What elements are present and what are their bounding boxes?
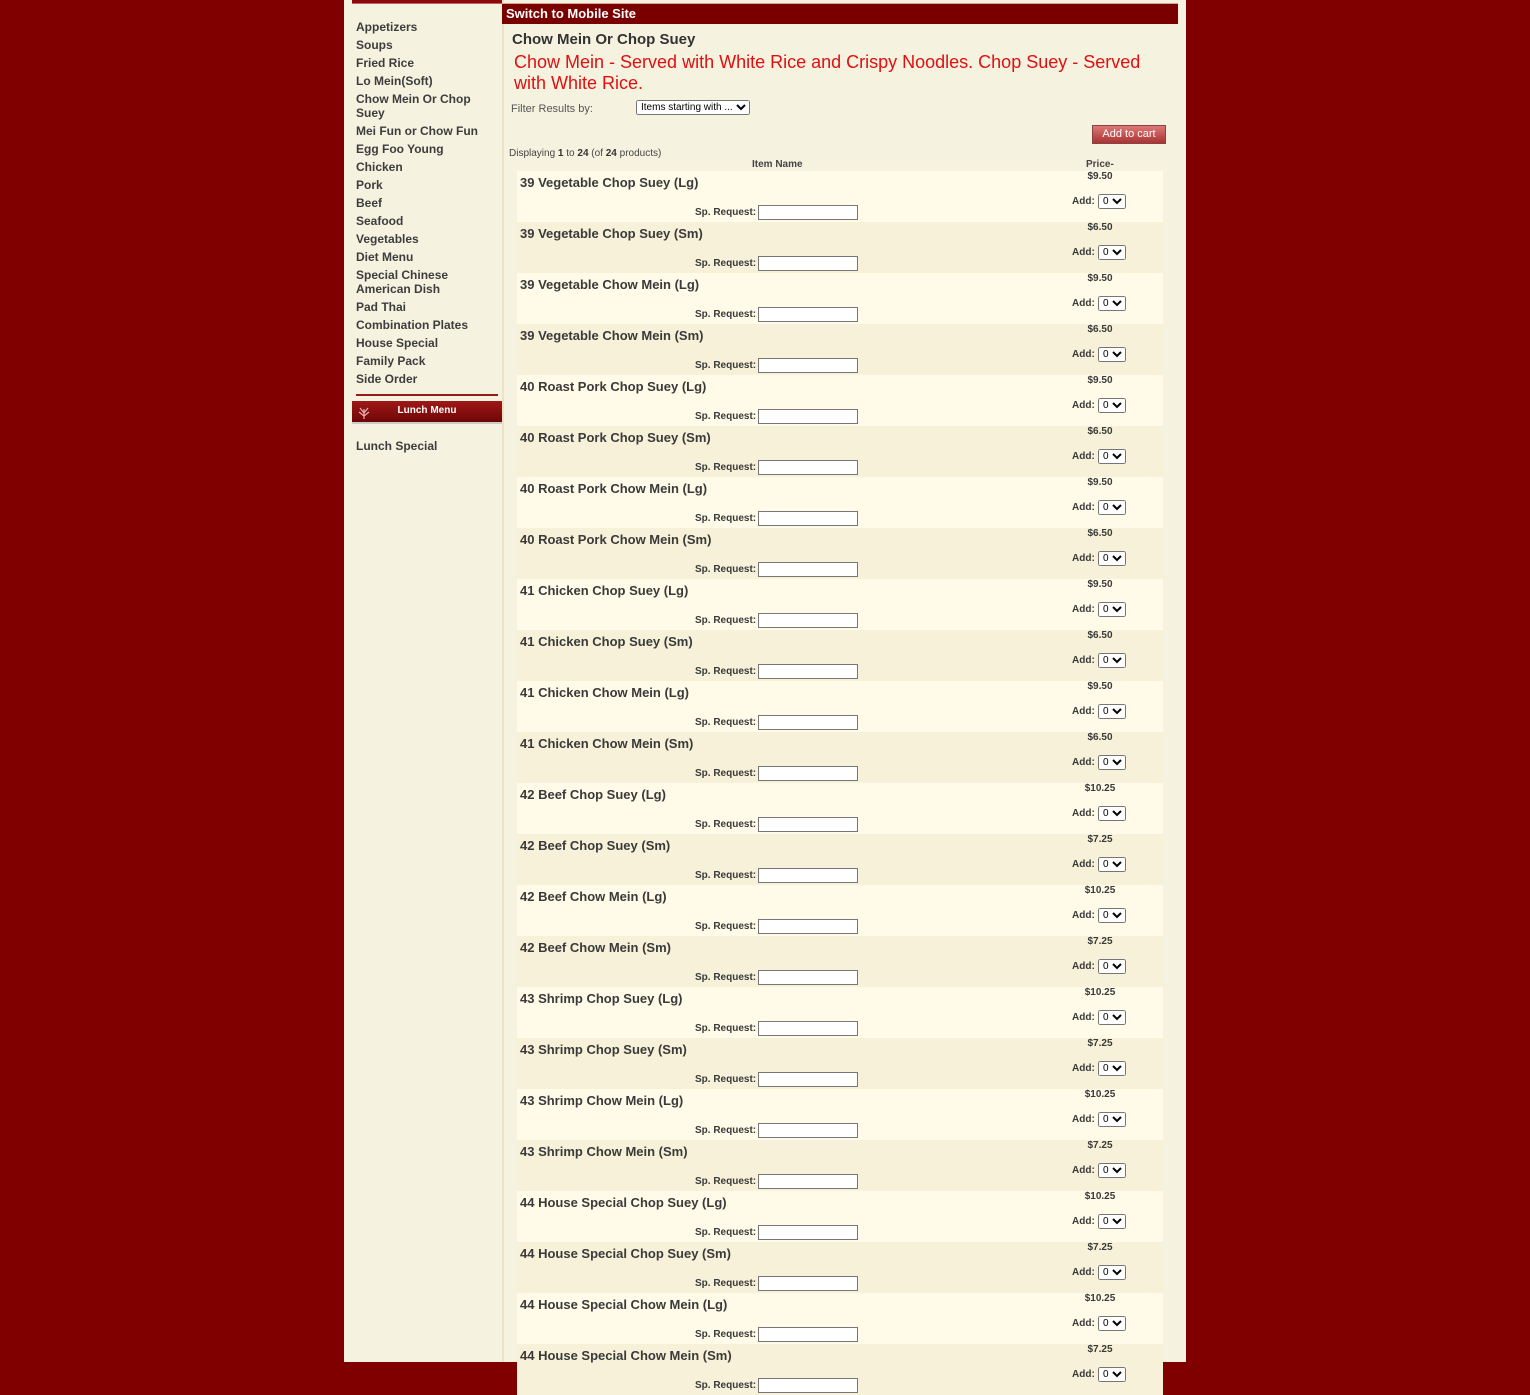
product-row (517, 987, 1163, 1038)
product-row (517, 783, 1163, 834)
product-price: $7.25 (1087, 1344, 1113, 1355)
product-price: $9.50 (1087, 681, 1113, 692)
sidebar-item-lunch-special[interactable]: Lunch Special (356, 439, 438, 453)
add-to-cart-button[interactable]: Add to cart (1092, 125, 1166, 144)
special-request-label: Sp. Request: (695, 309, 757, 320)
special-request-input[interactable] (758, 1327, 858, 1342)
special-request-input[interactable] (758, 1225, 858, 1240)
results-prefix: Displaying (509, 148, 556, 159)
special-request-label: Sp. Request: (695, 768, 757, 779)
product-name: 40 Roast Pork Chop Suey (Lg) (520, 379, 707, 394)
product-price: $9.50 (1087, 273, 1113, 284)
add-label: Add: (1072, 1369, 1095, 1380)
add-label: Add: (1072, 706, 1095, 717)
product-row (517, 324, 1163, 375)
add-label: Add: (1072, 1165, 1095, 1176)
special-request-input[interactable] (758, 715, 858, 730)
add-label: Add: (1072, 808, 1095, 819)
special-request-input[interactable] (758, 664, 858, 679)
quantity-select[interactable] (1098, 551, 1126, 566)
results-to: 24 (577, 148, 589, 159)
product-price: $6.50 (1087, 630, 1113, 641)
special-request-label: Sp. Request: (695, 564, 757, 575)
add-label: Add: (1072, 961, 1095, 972)
product-row (517, 222, 1163, 273)
add-label: Add: (1072, 400, 1095, 411)
results-total: 24 (605, 148, 617, 159)
special-request-input[interactable] (758, 970, 858, 985)
add-label: Add: (1072, 859, 1095, 870)
add-label: Add: (1072, 1012, 1095, 1023)
special-request-label: Sp. Request: (695, 207, 757, 218)
product-price: $6.50 (1087, 426, 1113, 437)
product-row (517, 1242, 1163, 1293)
product-price: $10.25 (1084, 1089, 1116, 1100)
product-row (517, 834, 1163, 885)
sidebar-item-category[interactable]: Appetizers (356, 20, 418, 34)
lunch-menu-heading: Lunch Menu (397, 405, 457, 416)
add-label: Add: (1072, 1267, 1095, 1278)
product-name: 39 Vegetable Chop Suey (Lg) (520, 175, 699, 190)
quantity-select[interactable] (1098, 1010, 1126, 1025)
sidebar-item-category[interactable]: Fried Rice (356, 56, 415, 70)
sidebar-divider (356, 394, 498, 396)
quantity-select[interactable] (1098, 755, 1126, 770)
product-name: 39 Vegetable Chow Mein (Lg) (520, 277, 700, 292)
column-header-item-name: Item Name (752, 159, 803, 170)
special-request-label: Sp. Request: (695, 972, 757, 983)
product-name: 41 Chicken Chop Suey (Sm) (520, 634, 693, 649)
product-row (517, 1038, 1163, 1089)
quantity-select[interactable] (1098, 1163, 1126, 1178)
sidebar-item-category[interactable]: Lo Mein(Soft) (356, 74, 433, 88)
add-label: Add: (1072, 502, 1095, 513)
category-description: Chow Mein - Served with White Rice and Crispy Noodles. Chop Suey - Served with White Rice. (514, 52, 1141, 93)
product-price: $10.25 (1084, 987, 1116, 998)
main-content (502, 0, 1178, 1391)
product-row (517, 426, 1163, 477)
product-name: 40 Roast Pork Chop Suey (Sm) (520, 430, 711, 445)
special-request-label: Sp. Request: (695, 1278, 757, 1289)
product-row (517, 681, 1163, 732)
product-row (517, 273, 1163, 324)
product-name: 42 Beef Chop Suey (Sm) (520, 838, 671, 853)
quantity-select[interactable] (1098, 653, 1126, 668)
add-label: Add: (1072, 451, 1095, 462)
special-request-input[interactable] (758, 1174, 858, 1189)
product-row (517, 1191, 1163, 1242)
product-row (517, 1140, 1163, 1191)
sidebar-item-category[interactable]: Chow Mein Or Chop Suey (356, 92, 471, 120)
quantity-select[interactable] (1098, 1265, 1126, 1280)
quantity-select[interactable] (1098, 500, 1126, 515)
product-name: 42 Beef Chop Suey (Lg) (520, 787, 666, 802)
product-price: $9.50 (1087, 171, 1113, 182)
product-name: 43 Shrimp Chow Mein (Sm) (520, 1144, 688, 1159)
product-row (517, 375, 1163, 426)
quantity-select[interactable] (1098, 1214, 1126, 1229)
column-header-price: Price- (1086, 159, 1114, 170)
product-list (517, 171, 1163, 1395)
sidebar-item-category[interactable]: Pork (356, 178, 383, 192)
product-row (517, 732, 1163, 783)
quantity-select[interactable] (1098, 1367, 1126, 1382)
product-name: 40 Roast Pork Chow Mein (Sm) (520, 532, 712, 547)
sidebar-item-category[interactable]: Egg Foo Young (356, 142, 444, 156)
special-request-input[interactable] (758, 1123, 858, 1138)
sidebar-item-category[interactable]: Family Pack (356, 354, 426, 368)
product-price: $10.25 (1084, 885, 1116, 896)
special-request-label: Sp. Request: (695, 1125, 757, 1136)
product-price: $9.50 (1087, 375, 1113, 386)
product-name: 44 House Special Chow Mein (Lg) (520, 1297, 728, 1312)
add-label: Add: (1072, 655, 1095, 666)
special-request-label: Sp. Request: (695, 1380, 757, 1391)
add-label: Add: (1072, 196, 1095, 207)
quantity-select[interactable] (1098, 194, 1126, 209)
sidebar-item-category[interactable]: Special Chinese American Dish (356, 268, 449, 296)
special-request-input[interactable] (758, 817, 858, 832)
product-name: 44 House Special Chow Mein (Sm) (520, 1348, 732, 1363)
product-name: 42 Beef Chow Mein (Lg) (520, 889, 667, 904)
product-row (517, 885, 1163, 936)
product-price: $6.50 (1087, 528, 1113, 539)
sidebar-item-category[interactable]: Mei Fun or Chow Fun (356, 124, 478, 138)
product-row (517, 579, 1163, 630)
special-request-label: Sp. Request: (695, 921, 757, 932)
product-name: 43 Shrimp Chop Suey (Sm) (520, 1042, 687, 1057)
mobile-site-bar (502, 3, 1178, 24)
special-request-label: Sp. Request: (695, 666, 757, 677)
product-name: 39 Vegetable Chow Mein (Sm) (520, 328, 704, 343)
special-request-label: Sp. Request: (695, 1176, 757, 1187)
quantity-select[interactable] (1098, 449, 1126, 464)
product-name: 41 Chicken Chop Suey (Lg) (520, 583, 689, 598)
add-label: Add: (1072, 1114, 1095, 1125)
results-count (509, 148, 661, 159)
quantity-select[interactable] (1098, 1316, 1126, 1331)
add-label: Add: (1072, 1318, 1095, 1329)
product-price: $7.25 (1087, 1242, 1113, 1253)
product-row (517, 477, 1163, 528)
sidebar-top-bar (352, 0, 502, 4)
quantity-select[interactable] (1098, 602, 1126, 617)
sidebar-item-category[interactable]: House Special (356, 336, 439, 350)
add-label: Add: (1072, 298, 1095, 309)
product-row (517, 1344, 1163, 1395)
sidebar-item-category[interactable]: Vegetables (356, 232, 419, 246)
special-request-input[interactable] (758, 1276, 858, 1291)
product-price: $9.50 (1087, 579, 1113, 590)
special-request-input[interactable] (758, 1021, 858, 1036)
product-price: $6.50 (1087, 324, 1113, 335)
special-request-input[interactable] (758, 256, 858, 271)
product-price: $10.25 (1084, 1293, 1116, 1304)
special-request-label: Sp. Request: (695, 462, 757, 473)
special-request-input[interactable] (758, 511, 858, 526)
results-of: (of (591, 148, 603, 159)
sidebar-item-category[interactable]: Combination Plates (356, 318, 469, 332)
product-price: $6.50 (1087, 732, 1113, 743)
product-price: $7.25 (1087, 1038, 1113, 1049)
special-request-label: Sp. Request: (695, 1074, 757, 1085)
product-price: $7.25 (1087, 834, 1113, 845)
quantity-select[interactable] (1098, 398, 1126, 413)
add-label: Add: (1072, 757, 1095, 768)
special-request-input[interactable] (758, 613, 858, 628)
product-row (517, 936, 1163, 987)
product-row (517, 1293, 1163, 1344)
product-name: 44 House Special Chop Suey (Lg) (520, 1195, 727, 1210)
product-price: $10.25 (1084, 783, 1116, 794)
sidebar-item-category[interactable]: Pad Thai (356, 300, 407, 314)
special-request-label: Sp. Request: (695, 411, 757, 422)
add-label: Add: (1072, 1216, 1095, 1227)
product-name: 42 Beef Chow Mein (Sm) (520, 940, 671, 955)
special-request-input[interactable] (758, 868, 858, 883)
results-from: 1 (557, 148, 564, 159)
quantity-select[interactable] (1098, 245, 1126, 260)
product-name: 44 House Special Chop Suey (Sm) (520, 1246, 731, 1261)
quantity-select[interactable] (1098, 908, 1126, 923)
results-to-word: to (566, 148, 575, 159)
product-name: 41 Chicken Chow Mein (Sm) (520, 736, 694, 751)
special-request-label: Sp. Request: (695, 870, 757, 881)
product-name: 43 Shrimp Chow Mein (Lg) (520, 1093, 684, 1108)
special-request-input[interactable] (758, 205, 858, 220)
add-label: Add: (1072, 1063, 1095, 1074)
special-request-input[interactable] (758, 1378, 858, 1393)
add-label: Add: (1072, 553, 1095, 564)
special-request-input[interactable] (758, 307, 858, 322)
special-request-label: Sp. Request: (695, 513, 757, 524)
sidebar-item-category[interactable]: Chicken (356, 160, 403, 174)
product-row (517, 528, 1163, 579)
special-request-label: Sp. Request: (695, 717, 757, 728)
filter-select[interactable] (636, 100, 750, 115)
special-request-input[interactable] (758, 562, 858, 577)
product-row (517, 630, 1163, 681)
product-price: $7.25 (1087, 936, 1113, 947)
special-request-label: Sp. Request: (695, 360, 757, 371)
quantity-select[interactable] (1098, 704, 1126, 719)
special-request-input[interactable] (758, 766, 858, 781)
add-label: Add: (1072, 349, 1095, 360)
quantity-select[interactable] (1098, 857, 1126, 872)
product-row (517, 1089, 1163, 1140)
special-request-input[interactable] (758, 358, 858, 373)
special-request-label: Sp. Request: (695, 1023, 757, 1034)
special-request-label: Sp. Request: (695, 1329, 757, 1340)
sidebar-item-category[interactable]: Beef (356, 196, 383, 210)
special-request-label: Sp. Request: (695, 615, 757, 626)
category-list (356, 19, 498, 389)
switch-to-mobile-link[interactable]: Switch to Mobile Site (506, 6, 637, 21)
product-name: 40 Roast Pork Chow Mein (Lg) (520, 481, 708, 496)
product-price: $10.25 (1084, 1191, 1116, 1202)
sidebar-item-category[interactable]: Seafood (356, 214, 404, 228)
lunch-menu-header (352, 401, 502, 424)
product-price: $9.50 (1087, 477, 1113, 488)
product-name: 41 Chicken Chow Mein (Lg) (520, 685, 690, 700)
special-request-label: Sp. Request: (695, 258, 757, 269)
sidebar (352, 0, 502, 1362)
results-suffix: products) (619, 148, 662, 159)
special-request-input[interactable] (758, 409, 858, 424)
special-request-input[interactable] (758, 1072, 858, 1087)
quantity-select[interactable] (1098, 1061, 1126, 1076)
product-name: 43 Shrimp Chop Suey (Lg) (520, 991, 683, 1006)
add-label: Add: (1072, 247, 1095, 258)
product-price: $6.50 (1087, 222, 1113, 233)
sidebar-item-category[interactable]: Soups (356, 38, 393, 52)
page-title: Chow Mein Or Chop Suey (512, 31, 696, 48)
quantity-select[interactable] (1098, 347, 1126, 362)
quantity-select[interactable] (1098, 1112, 1126, 1127)
special-request-label: Sp. Request: (695, 819, 757, 830)
sidebar-item-category[interactable]: Side Order (356, 372, 418, 386)
product-row (517, 171, 1163, 222)
filter-label: Filter Results by: (511, 103, 593, 115)
special-request-input[interactable] (758, 919, 858, 934)
special-request-input[interactable] (758, 460, 858, 475)
quantity-select[interactable] (1098, 806, 1126, 821)
product-price: $7.25 (1087, 1140, 1113, 1151)
product-name: 39 Vegetable Chop Suey (Sm) (520, 226, 703, 241)
quantity-select[interactable] (1098, 959, 1126, 974)
add-label: Add: (1072, 604, 1095, 615)
quantity-select[interactable] (1098, 296, 1126, 311)
add-label: Add: (1072, 910, 1095, 921)
sidebar-item-category[interactable]: Diet Menu (356, 250, 414, 264)
special-request-label: Sp. Request: (695, 1227, 757, 1238)
page-container (344, 0, 1186, 1391)
